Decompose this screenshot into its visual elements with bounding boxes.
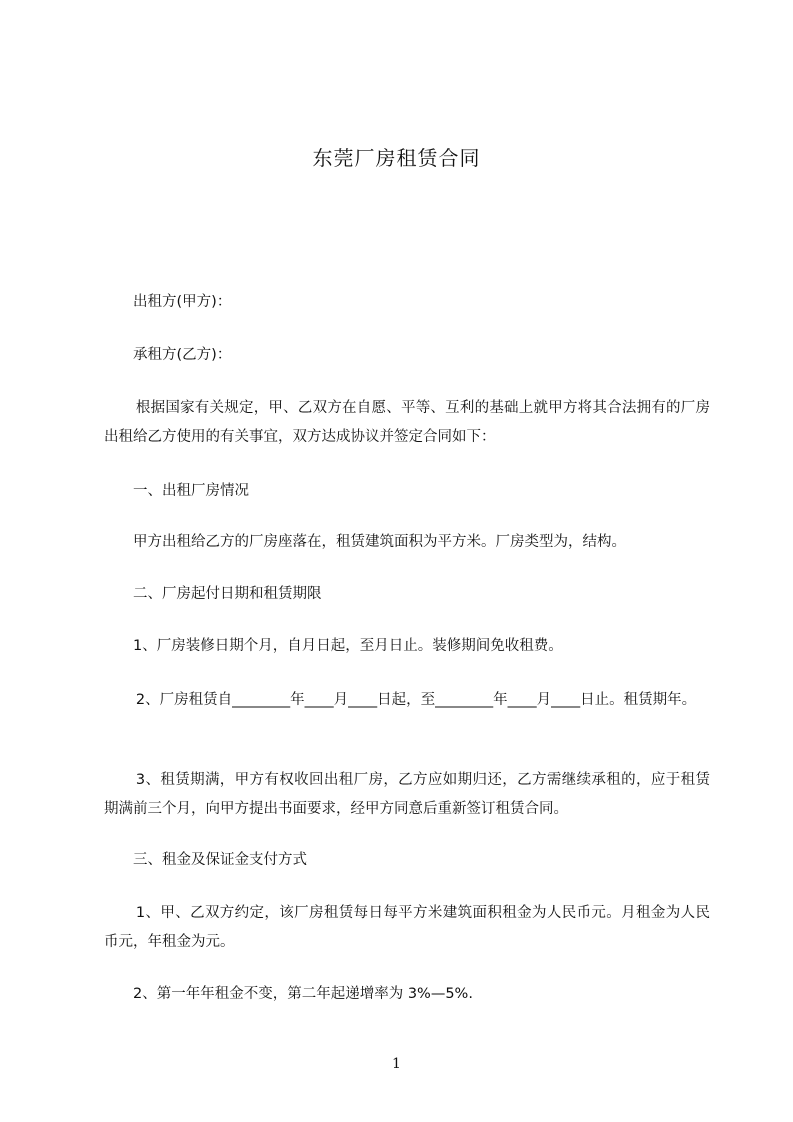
section-2-heading: 二、厂房起付日期和租赁期限 xyxy=(133,586,322,602)
lessee-line: 承租方(乙方)： xyxy=(133,347,232,363)
page-number: 1 xyxy=(392,1056,401,1072)
section-1-paragraph: 甲方出租给乙方的厂房座落在，租赁建筑面积为平方米。厂房类型为，结构。 xyxy=(133,534,626,550)
lessor-line: 出租方(甲方)： xyxy=(133,294,232,310)
preamble-paragraph: 根据国家有关规定，甲、乙双方在自愿、平等、互利的基础上就甲方将其合法拥有的厂房出租给乙方使用的有关事宜，双方达成协议并签定合同如下： xyxy=(104,400,710,445)
section-3-item-1: 1、甲、乙双方约定，该厂房租赁每日每平方米建筑面积租金为人民币元。月租金为人民币元，年租金为元。 xyxy=(104,905,710,950)
section-2-item-3: 3、租赁期满，甲方有权收回出租厂房，乙方应如期归还，乙方需继续承租的，应于租赁期满前三个月，向甲方提出书面要求，经甲方同意后重新签订租赁合同。 xyxy=(104,772,710,817)
section-3-heading: 三、租金及保证金支付方式 xyxy=(133,852,307,868)
section-3-item-2: 2、第一年年租金不变，第二年起递增率为 3%—5%. xyxy=(133,986,473,1002)
section-2-item-2: 2、厂房租赁自________年____月____日起，至________年____月____日止。租赁期年。 xyxy=(135,692,697,708)
section-2-item-1: 1、厂房装修日期个月，自月日起，至月日止。装修期间免收租费。 xyxy=(133,638,563,654)
page-title: 东莞厂房租赁合同 xyxy=(312,146,481,170)
section-1-heading: 一、出租厂房情况 xyxy=(133,483,249,499)
